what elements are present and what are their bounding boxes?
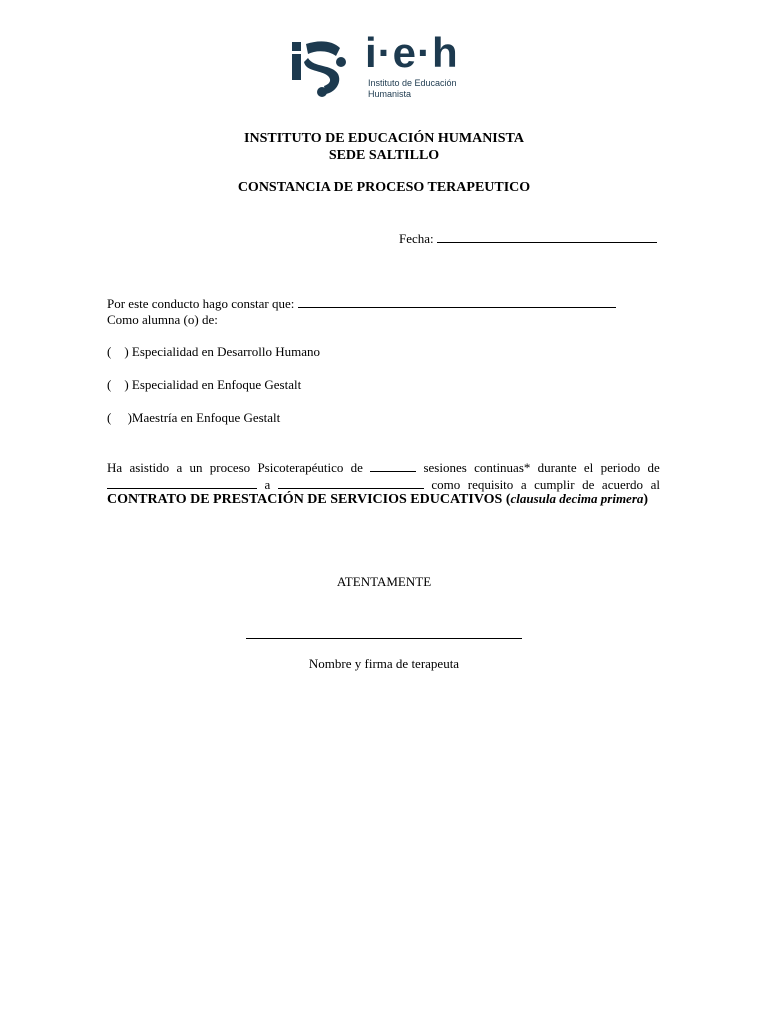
word: el xyxy=(583,460,594,475)
option-maestria-gestalt xyxy=(107,410,280,426)
word: acuerdo xyxy=(601,477,644,492)
word: proceso xyxy=(209,460,251,475)
date-field xyxy=(399,230,657,247)
intro-line xyxy=(107,295,616,312)
date-label: Fecha: xyxy=(399,231,434,246)
word: de xyxy=(350,460,363,475)
logo-subtitle-line1: Instituto de Educación xyxy=(368,78,457,88)
closing-text: ATENTAMENTE xyxy=(336,574,432,589)
signature-label: Nombre y firma de terapeuta xyxy=(308,656,460,671)
option-label: Maestría en Enfoque Gestalt xyxy=(131,410,281,425)
alumna-text: Como alumna (o) de: xyxy=(107,312,218,327)
option-checkbox: ( ) xyxy=(107,377,129,392)
word: sesiones xyxy=(423,460,467,475)
word: asistido xyxy=(129,460,170,475)
date-blank-line xyxy=(437,230,657,243)
institution-name: INSTITUTO DE EDUCACIÓN HUMANISTA xyxy=(244,131,524,146)
word: cumplir xyxy=(534,477,575,492)
attendance-paragraph xyxy=(107,459,660,493)
logo-wordmark: i·e·h xyxy=(365,29,459,76)
period-end-blank-line xyxy=(278,476,424,489)
word: al xyxy=(650,477,660,492)
logo-subtitle xyxy=(368,78,457,100)
document-title: CONSTANCIA DE PROCESO TERAPEUTICO xyxy=(237,180,531,195)
option-enfoque-gestalt xyxy=(107,377,301,393)
campus-name: SEDE SALTILLO xyxy=(328,148,440,163)
contract-clause: clausula decima primera xyxy=(510,491,644,506)
student-name-blank-line xyxy=(298,295,616,308)
word: Ha xyxy=(107,460,123,475)
option-label: Especialidad en Desarrollo Humano xyxy=(131,344,320,359)
contract-name: CONTRATO DE PRESTACIÓN DE SERVICIOS EDUCATIVOS xyxy=(107,492,503,507)
option-checkbox: ( ) xyxy=(107,344,129,359)
paragraph-row-1 xyxy=(107,459,660,476)
option-desarrollo-humano xyxy=(107,344,320,360)
logo-subtitle-line2: Humanista xyxy=(368,89,412,99)
word: a xyxy=(264,477,271,492)
institution-logo xyxy=(292,29,492,102)
period-start-blank-line xyxy=(107,476,257,489)
word: continuas* xyxy=(474,460,531,475)
option-checkbox: ( ) xyxy=(107,410,132,425)
intro-text: Por este conducto hago constar que: xyxy=(107,296,295,311)
word: Psicoterapéutico xyxy=(257,460,344,475)
word: a xyxy=(176,460,183,475)
ieh-logo-mark-icon xyxy=(292,38,348,98)
word: de xyxy=(582,477,595,492)
word: a xyxy=(520,477,527,492)
word: de xyxy=(647,460,660,475)
word: un xyxy=(189,460,203,475)
signature-line xyxy=(246,638,522,639)
word: periodo xyxy=(600,460,641,475)
word: requisito xyxy=(467,477,514,492)
sessions-blank-line xyxy=(370,459,416,472)
word: durante xyxy=(537,460,577,475)
option-label: Especialidad en Enfoque Gestalt xyxy=(131,377,302,392)
contract-reference: CONTRATO DE PRESTACIÓN DE SERVICIOS EDUCATIVOS (clausula decima primera) xyxy=(107,491,649,507)
word: como xyxy=(431,477,461,492)
